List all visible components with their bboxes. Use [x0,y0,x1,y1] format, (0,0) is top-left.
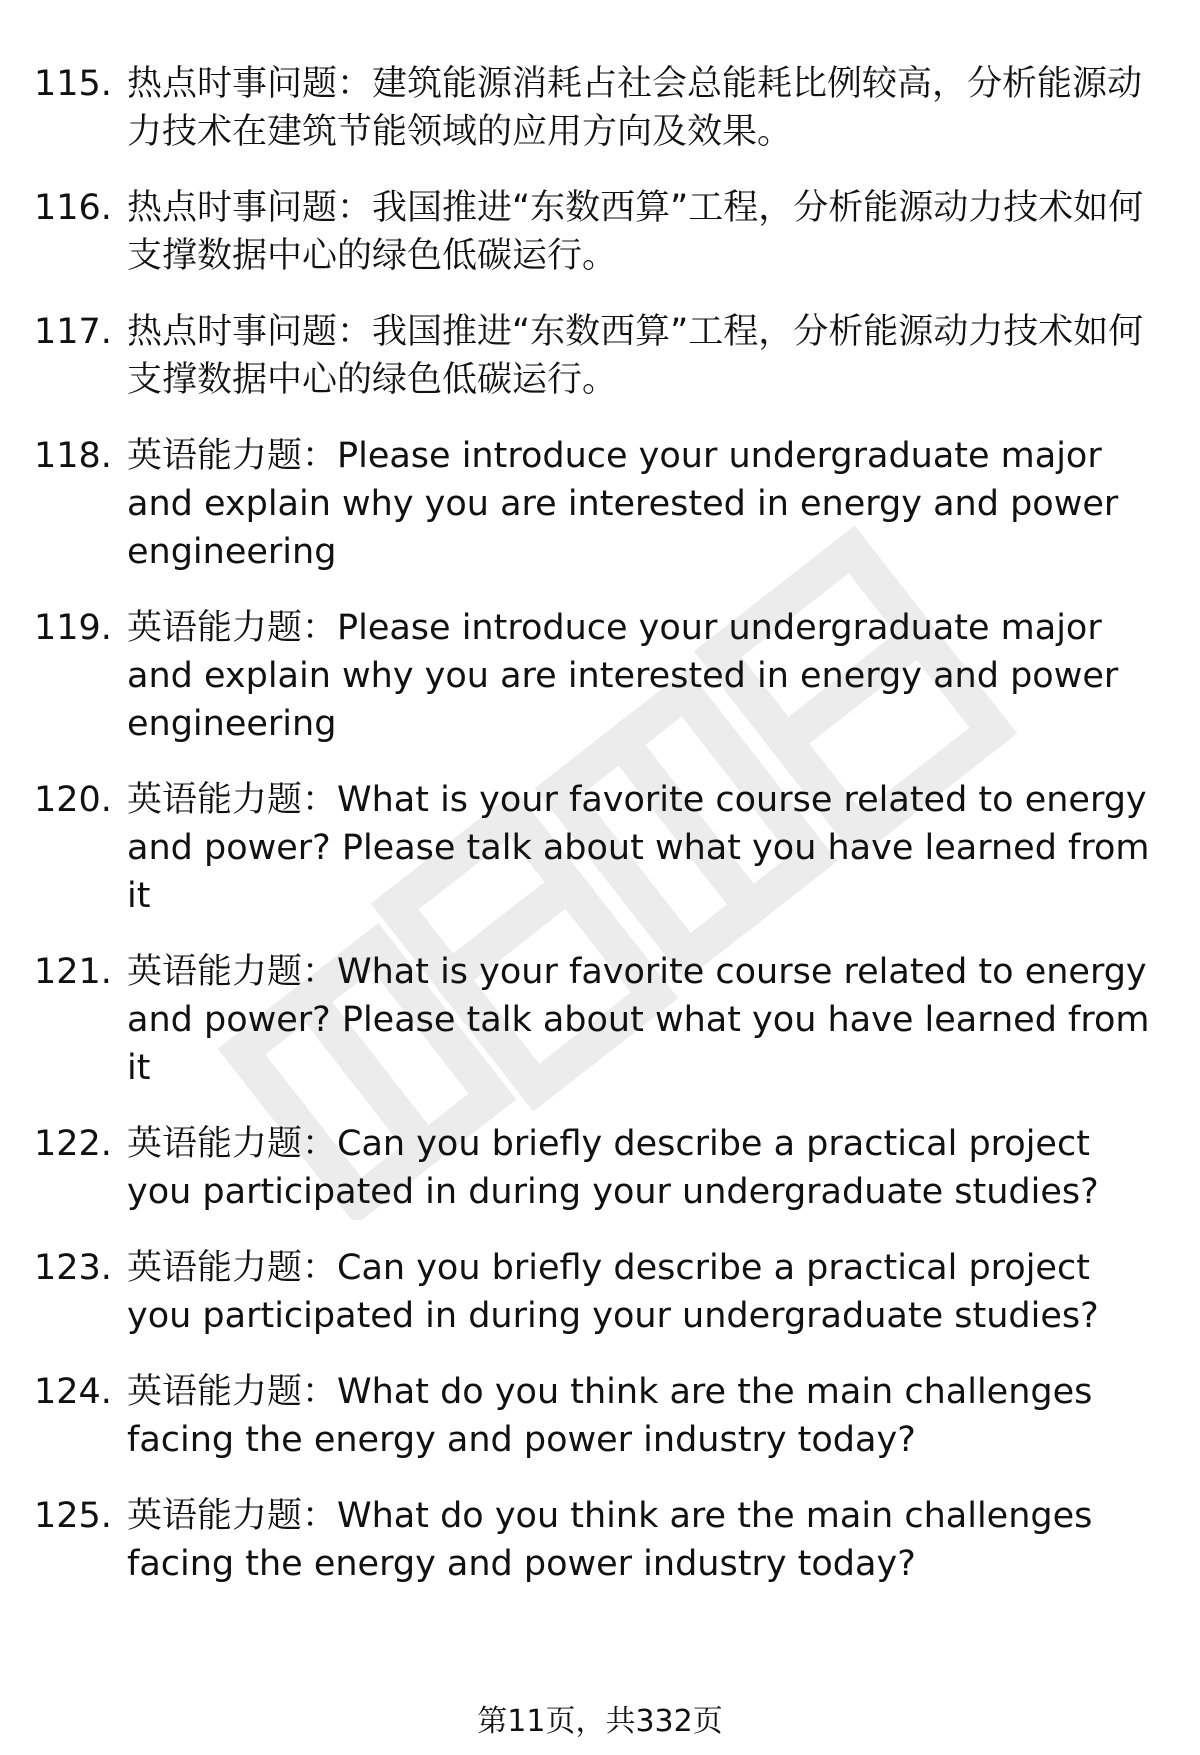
question-number: 123. [34,1248,112,1288]
question-text: 英语能力题：What do you think are the main challenges facing the energy and power industry today? [127,1372,1093,1460]
question-number: 117. [34,312,112,352]
question-item [34,60,1164,156]
question-number: 121. [34,952,112,992]
question-item [34,1368,1164,1464]
question-item [34,184,1164,280]
question-item [34,432,1164,576]
question-number: 116. [34,188,112,228]
question-number: 124. [34,1372,112,1412]
question-text: 英语能力题：What is your favorite course related to energy and power? Please talk about what you have learned from it [127,780,1150,916]
question-text: 热点时事问题：建筑能源消耗占社会总能耗比例较高，分析能源动力技术在建筑节能领域的应用方向及效果。 [127,64,1143,152]
question-text: 英语能力题：Can you briefly describe a practical project you participated in during your undergraduate studies? [127,1124,1099,1212]
question-text: 热点时事问题：我国推进“东数西算”工程，分析能源动力技术如何支撑数据中心的绿色低碳运行。 [127,188,1144,276]
question-item [34,604,1164,748]
question-item [34,948,1164,1092]
question-item [34,1244,1164,1340]
question-item [34,776,1164,920]
question-item [34,1120,1164,1216]
question-text: 英语能力题：Please introduce your undergraduate major and explain why you are interested in energy and power engineering [127,608,1119,744]
question-number: 118. [34,436,112,476]
question-number: 119. [34,608,112,648]
question-number: 115. [34,64,112,104]
question-number: 122. [34,1124,112,1164]
page-number: 第11页，共332页 [477,1704,723,1739]
question-item [34,1492,1164,1588]
question-number: 120. [34,780,112,820]
question-text: 英语能力题：What is your favorite course related to energy and power? Please talk about what you have learned from it [127,952,1150,1088]
question-text: 英语能力题：What do you think are the main challenges facing the energy and power industry today? [127,1496,1093,1584]
question-text: 英语能力题：Please introduce your undergraduate major and explain why you are interested in energy and power engineering [127,436,1119,572]
question-list [34,60,1164,1616]
question-text: 英语能力题：Can you briefly describe a practical project you participated in during your undergraduate studies? [127,1248,1099,1336]
question-number: 125. [34,1496,112,1536]
question-item [34,308,1164,404]
question-text: 热点时事问题：我国推进“东数西算”工程，分析能源动力技术如何支撑数据中心的绿色低碳运行。 [127,312,1144,400]
